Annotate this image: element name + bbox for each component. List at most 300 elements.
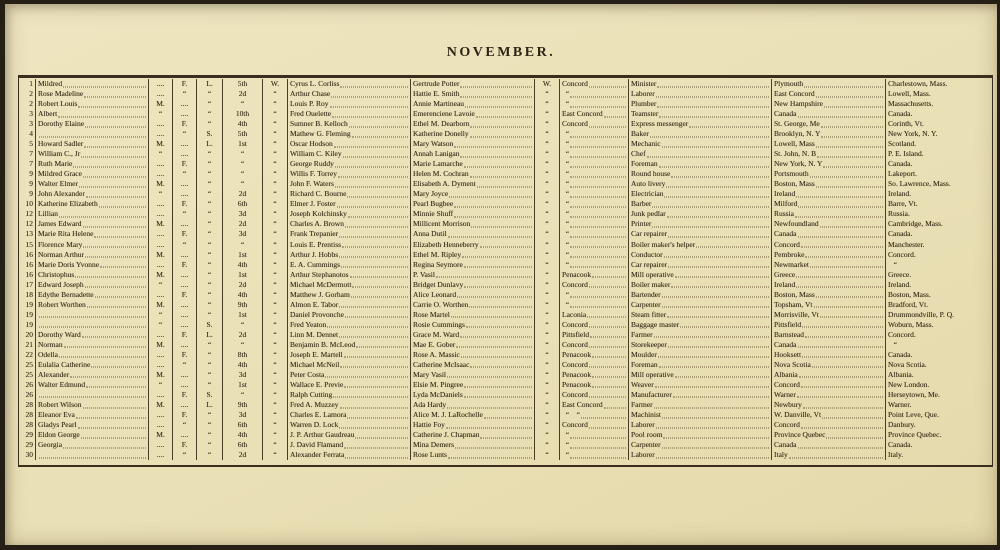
cell-child-name: William C., Jr	[35, 149, 148, 159]
cell-mother-birthplace: Russia.	[885, 209, 992, 219]
dot-leader	[460, 156, 532, 157]
cell-day-of-month: 26	[25, 379, 33, 389]
table-row	[19, 109, 992, 119]
cell-residence: Concord	[559, 119, 628, 129]
cell-number-of-child: 2d	[222, 189, 262, 199]
cell-living-or-stillborn: “	[196, 300, 222, 310]
dot-leader	[570, 447, 626, 448]
cell-residence: East Concord	[559, 400, 628, 410]
dot-leader	[655, 387, 769, 388]
dot-leader	[659, 116, 769, 117]
cell-mother-name: Ada Hardy	[410, 400, 534, 410]
cell-father-birthplace: Lowell, Mass	[771, 139, 885, 149]
dot-leader	[810, 267, 883, 268]
cell-father-birthplace: Warner	[771, 390, 885, 400]
cell-sex-male: ....	[148, 119, 172, 129]
cell-child-name: Dorothy Ward	[35, 330, 148, 340]
dot-leader	[589, 367, 626, 368]
cell-color-right: “	[534, 320, 559, 330]
dot-leader	[589, 427, 626, 428]
cell-mother-birthplace: P. E. Island.	[885, 149, 992, 159]
dot-leader	[662, 447, 769, 448]
cell-occupation: Teamster	[628, 109, 771, 119]
cell-color-right: “	[534, 290, 559, 300]
cell-number-of-child: “	[222, 169, 262, 179]
cell-occupation: Weaver	[628, 380, 771, 390]
cell-living-or-stillborn: L.	[196, 139, 222, 149]
cell-mother-name: Mina Demers	[410, 440, 534, 450]
cell-father-birthplace: St. George, Me	[771, 119, 885, 129]
dot-leader	[456, 347, 532, 348]
dot-leader	[671, 176, 769, 177]
dot-leader	[39, 457, 146, 458]
dot-leader	[343, 156, 408, 157]
cell-residence: “	[559, 169, 628, 179]
table-row	[19, 250, 992, 260]
cell-mother-name: Emerenciene Lavoie	[410, 109, 534, 119]
dot-leader	[94, 236, 146, 237]
cell-mother-name: Catherine McIsaac	[410, 360, 534, 370]
cell-father-name: Louis E. Prentiss	[287, 240, 410, 250]
cell-number-of-child: 1st	[222, 270, 262, 280]
dot-leader	[83, 226, 146, 227]
cell-child-name: Mildred Grace	[35, 169, 148, 179]
dot-leader	[470, 176, 532, 177]
cell-sex-male: ....	[148, 169, 172, 179]
cell-day-of-month: 7	[29, 159, 33, 169]
cell-color-left: “	[262, 420, 287, 430]
cell-living-or-stillborn: “	[196, 430, 222, 440]
cell-living-or-stillborn: “	[196, 189, 222, 199]
dot-leader	[339, 257, 408, 258]
dot-leader	[76, 417, 146, 418]
cell-mother-birthplace: Concord.	[885, 330, 992, 340]
cell-residence: “	[559, 260, 628, 270]
cell-mother-birthplace: Scotland.	[885, 139, 992, 149]
dot-leader	[460, 96, 532, 97]
cell-color-left: “	[262, 199, 287, 209]
dot-leader	[462, 257, 532, 258]
cell-father-birthplace: Province Quebec	[771, 430, 885, 440]
cell-color-right: “	[534, 360, 559, 370]
cell-father-name: Richard C. Bourne	[287, 189, 410, 199]
cell-day-of-month: 25	[25, 369, 33, 379]
cell-sex-male: M.	[148, 430, 172, 440]
cell-day-of-month: 19	[25, 309, 33, 319]
dot-leader	[668, 267, 769, 268]
cell-day-of-month: 12	[25, 219, 33, 229]
cell-color-right: “	[534, 270, 559, 280]
cell-mother-name: Annie Martineau	[410, 99, 534, 109]
dot-leader	[78, 427, 146, 428]
cell-father-name: Alexander Ferrata	[287, 450, 410, 460]
cell-sex-male: ....	[148, 79, 172, 89]
cell-color-left: W.	[262, 79, 287, 89]
dot-leader	[592, 387, 626, 388]
cell-child-name: John Alexander	[35, 189, 148, 199]
cell-color-right: “	[534, 370, 559, 380]
cell-living-or-stillborn: “	[196, 380, 222, 390]
cell-number-of-child: 9th	[222, 300, 262, 310]
cell-color-right: “	[534, 430, 559, 440]
cell-day-of-month: 2	[29, 89, 33, 99]
table-row	[19, 199, 992, 209]
cell-occupation: Car repairer	[628, 260, 771, 270]
cell-color-left: “	[262, 260, 287, 270]
dot-leader	[668, 347, 769, 348]
cell-sex-female: F.	[172, 159, 196, 169]
cell-residence: Pittsfield	[559, 330, 628, 340]
dot-leader	[802, 327, 883, 328]
cell-number-of-child: 6th	[222, 420, 262, 430]
cell-color-left: “	[262, 360, 287, 370]
dot-leader	[464, 397, 532, 398]
table-row	[19, 390, 992, 400]
dot-leader	[654, 337, 769, 338]
cell-day-of-month: 16	[25, 259, 33, 269]
cell-father-name: Ralph Cutting	[287, 390, 410, 400]
cell-sex-male: ....	[148, 260, 172, 270]
dot-leader	[339, 427, 408, 428]
cell-day-of-month: 9	[29, 189, 33, 199]
cell-number-of-child: 2d	[222, 450, 262, 460]
dot-leader	[84, 146, 146, 147]
cell-number-of-child: 4th	[222, 119, 262, 129]
cell-mother-birthplace: Concord.	[885, 250, 992, 260]
dot-leader	[604, 407, 626, 408]
dot-leader	[347, 196, 408, 197]
dot-leader	[95, 297, 146, 298]
cell-father-name: Matthew J. Gorham	[287, 290, 410, 300]
cell-child-name: Odella	[35, 350, 148, 360]
cell-child-name: Eldon George	[35, 430, 148, 440]
cell-number-of-child: 4th	[222, 360, 262, 370]
dot-leader	[484, 417, 532, 418]
cell-day-of-month: 21	[25, 339, 33, 349]
cell-father-name: Fred Ouelette	[287, 109, 410, 119]
cell-sex-male: M.	[148, 370, 172, 380]
dot-leader	[454, 206, 532, 207]
dot-leader	[59, 357, 146, 358]
cell-color-left: “	[262, 380, 287, 390]
cell-mother-birthplace: “	[885, 340, 992, 350]
cell-father-name: Arthur Stephanotos	[287, 270, 410, 280]
cell-residence: Concord	[559, 390, 628, 400]
cell-sex-female: F.	[172, 229, 196, 239]
cell-residence: Penacook	[559, 270, 628, 280]
cell-sex-male: ....	[148, 360, 172, 370]
cell-sex-female: ....	[172, 310, 196, 320]
cell-mother-birthplace: Boston, Mass.	[885, 290, 992, 300]
cell-sex-male: M.	[148, 250, 172, 260]
cell-color-left: “	[262, 89, 287, 99]
cell-sex-female: ....	[172, 280, 196, 290]
cell-father-name: Daniel Provonche	[287, 310, 410, 320]
dot-leader	[436, 277, 532, 278]
cell-color-left: “	[262, 169, 287, 179]
cell-occupation: Plumber	[628, 99, 771, 109]
dot-leader	[335, 166, 408, 167]
cell-living-or-stillborn: “	[196, 280, 222, 290]
cell-residence: “	[559, 440, 628, 450]
cell-sex-male: ....	[148, 410, 172, 420]
dot-leader	[570, 257, 626, 258]
cell-living-or-stillborn: “	[196, 109, 222, 119]
dot-leader	[330, 106, 408, 107]
dot-leader	[656, 457, 769, 458]
dot-leader	[461, 357, 532, 358]
dot-leader	[85, 287, 146, 288]
table-row	[19, 380, 992, 390]
cell-occupation: Boiler maker's helper	[628, 240, 771, 250]
cell-occupation: Car repairer	[628, 229, 771, 239]
dot-leader	[667, 216, 769, 217]
cell-occupation: Manufacturer	[628, 390, 771, 400]
cell-occupation: Electrician	[628, 189, 771, 199]
cell-number-of-child: “	[222, 149, 262, 159]
cell-father-birthplace: Ireland	[771, 280, 885, 290]
cell-occupation: Express messenger	[628, 119, 771, 129]
cell-mother-name: Elizabeth Henneberry	[410, 240, 534, 250]
cell-sex-female: F.	[172, 410, 196, 420]
dot-leader	[39, 327, 146, 328]
cell-color-left: “	[262, 270, 287, 280]
cell-number-of-child: “	[222, 99, 262, 109]
dot-leader	[666, 186, 769, 187]
cell-occupation: Foreman	[628, 360, 771, 370]
cell-sex-male: “	[148, 280, 172, 290]
cell-father-name: J. P. Arthur Gaudreau	[287, 430, 410, 440]
dot-leader	[814, 307, 883, 308]
dot-leader	[662, 307, 769, 308]
cell-color-left: “	[262, 330, 287, 340]
dot-leader	[86, 196, 146, 197]
table-row	[19, 350, 992, 360]
cell-father-name: Almon E. Tabor	[287, 300, 410, 310]
cell-living-or-stillborn: “	[196, 440, 222, 450]
dot-leader	[570, 136, 626, 137]
dot-leader	[464, 166, 532, 167]
dot-leader	[589, 397, 626, 398]
cell-residence: Concord	[559, 420, 628, 430]
cell-child-name	[35, 129, 148, 139]
cell-color-left: “	[262, 129, 287, 139]
cell-color-right: “	[534, 109, 559, 119]
table-row	[19, 340, 992, 350]
cell-father-birthplace: Nova Scotia	[771, 360, 885, 370]
cell-number-of-child: “	[222, 390, 262, 400]
dot-leader	[340, 407, 408, 408]
cell-mother-name: Rose A. Massic	[410, 350, 534, 360]
cell-sex-male: ....	[148, 330, 172, 340]
dot-leader	[590, 337, 626, 338]
cell-mother-name: Hattie Foy	[410, 420, 534, 430]
cell-occupation: Pool room	[628, 430, 771, 440]
cell-color-right: “	[534, 260, 559, 270]
cell-number-of-child: 5th	[222, 129, 262, 139]
dot-leader	[63, 447, 146, 448]
cell-number-of-child: “	[222, 320, 262, 330]
dot-leader	[796, 196, 883, 197]
cell-occupation: Baker	[628, 129, 771, 139]
dot-leader	[348, 216, 408, 217]
cell-father-name: Michael McDermott	[287, 280, 410, 290]
cell-father-birthplace: Boston, Mass	[771, 179, 885, 189]
cell-living-or-stillborn: “	[196, 270, 222, 280]
cell-mother-name: Grace M. Ward	[410, 330, 534, 340]
dot-leader	[657, 86, 769, 87]
dot-leader	[587, 317, 626, 318]
cell-sex-male: ....	[148, 240, 172, 250]
dot-leader	[812, 367, 883, 368]
cell-father-name: Charles A. Brown	[287, 219, 410, 229]
cell-occupation: Auto livery	[628, 179, 771, 189]
cell-occupation: Farmer	[628, 400, 771, 410]
cell-mother-name: Pearl Bugbee	[410, 199, 534, 209]
cell-father-birthplace: Portsmouth	[771, 169, 885, 179]
cell-color-right: “	[534, 340, 559, 350]
dot-leader	[347, 417, 408, 418]
dot-leader	[820, 226, 883, 227]
dot-leader	[664, 196, 769, 197]
dot-leader	[570, 186, 626, 187]
cell-color-left: “	[262, 229, 287, 239]
cell-sex-male: M.	[148, 219, 172, 229]
dot-leader	[79, 186, 146, 187]
cell-day-of-month: 2	[29, 99, 33, 109]
dot-leader	[345, 226, 408, 227]
dot-leader	[451, 317, 532, 318]
cell-mother-birthplace: Canada.	[885, 440, 992, 450]
cell-child-name: Marie Doris Yvonne	[35, 260, 148, 270]
table-row	[19, 189, 992, 199]
cell-occupation: Round house	[628, 169, 771, 179]
cell-father-name: Fred A. Muzzey	[287, 400, 410, 410]
cell-day-of-month: 13	[25, 229, 33, 239]
cell-living-or-stillborn: S.	[196, 129, 222, 139]
cell-color-left: “	[262, 350, 287, 360]
cell-sex-female: ....	[172, 400, 196, 410]
cell-mother-name: Alice Leonard	[410, 290, 534, 300]
table-row	[19, 219, 992, 229]
cell-color-right: “	[534, 219, 559, 229]
cell-sex-female: ....	[172, 139, 196, 149]
dot-leader	[333, 397, 408, 398]
cell-mother-birthplace: Canada.	[885, 159, 992, 169]
cell-color-right: “	[534, 310, 559, 320]
cell-mother-name: Hattie E. Smith	[410, 89, 534, 99]
cell-father-birthplace: Brooklyn, N. Y	[771, 129, 885, 139]
dot-leader	[78, 106, 146, 107]
dot-leader	[454, 146, 532, 147]
dot-leader	[658, 357, 769, 358]
cell-day-of-month: 28	[25, 420, 33, 430]
cell-living-or-stillborn: “	[196, 159, 222, 169]
cell-living-or-stillborn: “	[196, 370, 222, 380]
cell-day-of-month: 3	[29, 109, 33, 119]
dot-leader	[817, 156, 883, 157]
cell-residence: “	[559, 300, 628, 310]
cell-living-or-stillborn: L.	[196, 330, 222, 340]
cell-mother-birthplace: Bradford, Vt.	[885, 300, 992, 310]
cell-sex-female: “	[172, 129, 196, 139]
cell-occupation: Junk pedlar	[628, 209, 771, 219]
cell-child-name: Norman Arthur	[35, 250, 148, 260]
cell-mother-name: Mae E. Gober	[410, 340, 534, 350]
dot-leader	[570, 96, 626, 97]
dot-leader	[352, 287, 408, 288]
dot-leader	[100, 267, 146, 268]
cell-sex-female: F.	[172, 260, 196, 270]
cell-color-left: “	[262, 400, 287, 410]
cell-residence: East Concord	[559, 109, 628, 119]
dot-leader	[824, 106, 883, 107]
cell-occupation: Minister	[628, 79, 771, 89]
cell-residence: “ “	[559, 410, 628, 420]
dot-leader	[650, 136, 769, 137]
cell-color-right: “	[534, 89, 559, 99]
cell-sex-female: “	[172, 209, 196, 219]
dot-leader	[652, 226, 769, 227]
cell-child-name: Howard Sadler	[35, 139, 148, 149]
cell-mother-birthplace: Ireland.	[885, 189, 992, 199]
cell-color-left: “	[262, 109, 287, 119]
cell-sex-male: “	[148, 189, 172, 199]
dot-leader	[675, 377, 769, 378]
cell-day-of-month: 29	[25, 440, 33, 450]
cell-mother-birthplace: Warner.	[885, 400, 992, 410]
cell-number-of-child: 10th	[222, 109, 262, 119]
table-row	[19, 89, 992, 99]
cell-father-name: Cyrus L. Corliss	[287, 79, 410, 89]
cell-mother-name: Mary Watson	[410, 139, 534, 149]
cell-number-of-child: “	[222, 159, 262, 169]
dot-leader	[696, 247, 769, 248]
dot-leader	[570, 226, 626, 227]
cell-sex-female: “	[172, 450, 196, 460]
cell-living-or-stillborn: “	[196, 260, 222, 270]
cell-living-or-stillborn: “	[196, 450, 222, 460]
dot-leader	[447, 377, 532, 378]
dot-leader	[82, 337, 146, 338]
cell-mother-name: Rose Lunts	[410, 450, 534, 460]
cell-color-right: “	[534, 350, 559, 360]
cell-number-of-child: 1st	[222, 310, 262, 320]
cell-color-left: “	[262, 139, 287, 149]
table-row	[19, 229, 992, 239]
cell-day-of-month: 9	[29, 179, 33, 189]
cell-child-name: Dorothy Elaine	[35, 119, 148, 129]
dot-leader	[339, 337, 408, 338]
dot-leader	[657, 106, 769, 107]
cell-number-of-child: 3d	[222, 410, 262, 420]
cell-residence: “	[559, 209, 628, 219]
dot-leader	[470, 126, 532, 127]
dot-leader	[460, 337, 532, 338]
cell-day-of-month: 25	[25, 359, 33, 369]
cell-mother-birthplace: “	[885, 260, 992, 270]
dot-leader	[570, 437, 626, 438]
cell-color-left: “	[262, 280, 287, 290]
dot-leader	[83, 176, 146, 177]
cell-sex-male: ....	[148, 89, 172, 99]
cell-sex-male: ....	[148, 420, 172, 430]
cell-sex-male: ....	[148, 129, 172, 139]
dot-leader	[659, 367, 769, 368]
dot-leader	[826, 437, 883, 438]
cell-color-left: “	[262, 440, 287, 450]
dot-leader	[592, 357, 626, 358]
